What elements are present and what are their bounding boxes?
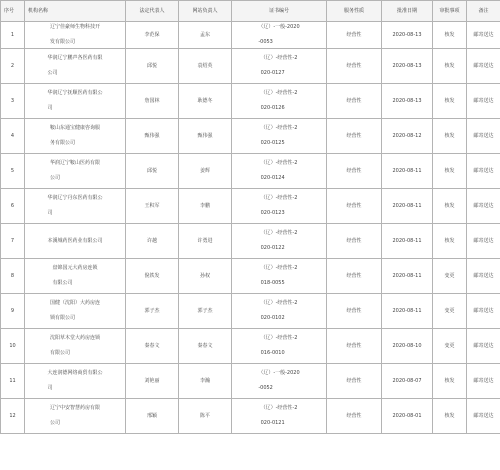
org-name-cell-line: 华润辽宁抚顺医药有限公 <box>47 90 103 96</box>
org-name-cell <box>25 329 126 364</box>
approval-date-cell: 2020-08-13 <box>382 84 433 119</box>
approval-item-cell: 核发 <box>433 119 467 154</box>
remark-cell: 邮寄送达 <box>467 49 500 84</box>
site-manager-cell: 姜辉 <box>179 154 232 189</box>
table-row <box>1 49 500 84</box>
site-manager-cell: 李瀚 <box>179 364 232 399</box>
cert-no-cell-line: 020-0127 <box>260 70 285 76</box>
org-name-cell-line: 大连润德网络商贸有限公 <box>47 370 103 376</box>
org-name-cell-lines <box>50 334 100 358</box>
cert-no-cell <box>232 154 327 189</box>
cert-no-cell-line: （辽）-经营性-2 <box>260 160 298 166</box>
approval-date-cell: 2020-08-01 <box>382 399 433 434</box>
remark-cell: 邮寄送达 <box>467 259 500 294</box>
header-service-nature: 服务性质 <box>327 1 382 22</box>
legal-rep-cell: 邱悦 <box>126 49 179 84</box>
site-manager-cell: 袁绍英 <box>179 49 232 84</box>
cert-no-cell-line: （辽）-经营性-2 <box>260 230 298 236</box>
service-nature-cell: 经营性 <box>327 364 382 399</box>
approval-date-cell: 2020-08-07 <box>382 364 433 399</box>
site-manager-cell: 孟东 <box>179 22 232 49</box>
site-manager-cell: 郭子杰 <box>179 294 232 329</box>
cert-no-cell-line: 020-0102 <box>260 315 285 321</box>
site-manager-cell: 孙权 <box>179 259 232 294</box>
org-name-cell <box>25 22 126 49</box>
cert-no-cell-line: 020-0126 <box>260 105 285 111</box>
approval-date-cell: 2020-08-11 <box>382 259 433 294</box>
org-name-cell-lines <box>50 159 100 183</box>
cert-no-cell <box>232 294 327 329</box>
table-row <box>1 189 500 224</box>
cert-no-cell-lines <box>261 194 298 218</box>
index-cell: 7 <box>1 224 25 259</box>
approval-item-cell: 核发 <box>433 84 467 119</box>
cert-no-cell <box>232 399 327 434</box>
org-name-cell-lines <box>50 404 100 428</box>
service-nature-cell: 经营性 <box>327 294 382 329</box>
cert-no-cell <box>232 364 327 399</box>
org-name-cell-line: 华润辽宁丹东医药有限公 <box>47 195 103 201</box>
org-name-cell-line: 辽宁中安智慧药房有限 <box>49 405 100 411</box>
header-legal-rep: 法定代表人 <box>126 1 179 22</box>
header-site-manager: 网站负责人 <box>179 1 232 22</box>
org-name-cell-line: 发有限公司 <box>49 39 75 45</box>
legal-rep-cell: 倪铁发 <box>126 259 179 294</box>
approval-item-cell: 变更 <box>433 259 467 294</box>
remark-cell: 邮寄送达 <box>467 22 500 49</box>
approval-date-cell: 2020-08-11 <box>382 294 433 329</box>
cert-no-cell-line: 020-0123 <box>260 210 285 216</box>
remark-cell: 邮寄送达 <box>467 84 500 119</box>
table-row <box>1 84 500 119</box>
cert-no-cell-line: -0052 <box>258 385 273 391</box>
org-name-cell <box>25 364 126 399</box>
service-nature-cell: 经营性 <box>327 224 382 259</box>
cert-no-cell-line: （辽）-一般-2020 <box>258 370 300 376</box>
site-manager-cell: 陈平 <box>179 399 232 434</box>
org-name-cell-line: 有限公司 <box>52 280 73 286</box>
cert-no-cell-lines <box>258 23 299 47</box>
cert-no-cell-line: （辽）-经营性-2 <box>260 125 298 131</box>
remark-cell: 邮寄送达 <box>467 189 500 224</box>
service-nature-cell: 经营性 <box>327 154 382 189</box>
service-nature-cell: 经营性 <box>327 259 382 294</box>
org-name-cell-lines <box>47 237 102 246</box>
table-row <box>1 22 500 49</box>
org-name-cell-lines <box>47 54 102 78</box>
table-row <box>1 329 500 364</box>
org-name-cell <box>25 119 126 154</box>
legal-rep-cell: 邢颖 <box>126 399 179 434</box>
site-manager-cell: 许勇进 <box>179 224 232 259</box>
remark-cell: 邮寄送达 <box>467 399 500 434</box>
approval-item-cell: 核发 <box>433 22 467 49</box>
service-nature-cell: 经营性 <box>327 189 382 224</box>
table-row <box>1 154 500 189</box>
org-name-cell <box>25 189 126 224</box>
service-nature-cell: 经营性 <box>327 329 382 364</box>
cert-no-cell-line: 020-0121 <box>260 420 285 426</box>
table-row <box>1 119 500 154</box>
header-index: 序号 <box>1 1 25 22</box>
site-manager-cell: 秦春文 <box>179 329 232 364</box>
cert-no-cell-line: （辽）-经营性-2 <box>260 265 298 271</box>
service-nature-cell: 经营性 <box>327 49 382 84</box>
org-name-cell-line: 华润辽宁鹏声各医药有限 <box>47 55 103 61</box>
cert-no-cell <box>232 329 327 364</box>
legal-rep-cell: 詹国林 <box>126 84 179 119</box>
cert-no-cell-line: （辽）-经营性-2 <box>260 335 298 341</box>
org-name-cell <box>25 259 126 294</box>
org-name-cell-line: 司 <box>47 385 53 391</box>
approval-item-cell: 核发 <box>433 49 467 84</box>
org-name-cell <box>25 154 126 189</box>
org-name-cell-line: 华润辽宁鞍山医药有限 <box>49 160 100 166</box>
header-approval-item: 审批事项 <box>433 1 467 22</box>
cert-no-cell-line: 020-0122 <box>260 245 285 251</box>
org-name-cell-line: 本溪城药医药业有限公司 <box>47 237 103 244</box>
org-name-cell-line: 司 <box>47 210 53 216</box>
index-cell: 9 <box>1 294 25 329</box>
org-name-cell <box>25 49 126 84</box>
remark-cell: 邮寄送达 <box>467 154 500 189</box>
org-name-cell-line: 公司 <box>49 420 60 426</box>
org-name-cell-line: 有限公司 <box>49 350 70 356</box>
site-manager-cell: 李鹏 <box>179 189 232 224</box>
index-cell: 3 <box>1 84 25 119</box>
index-cell: 1 <box>1 22 25 49</box>
cert-no-cell <box>232 189 327 224</box>
service-nature-cell: 经营性 <box>327 119 382 154</box>
org-name-cell <box>25 294 126 329</box>
service-nature-cell: 经营性 <box>327 399 382 434</box>
cert-no-cell-line: 016-0010 <box>260 350 285 356</box>
approval-item-cell: 核发 <box>433 154 467 189</box>
header-remark: 备注 <box>467 1 500 22</box>
cert-no-cell <box>232 22 327 49</box>
index-cell: 6 <box>1 189 25 224</box>
approval-item-cell: 核发 <box>433 399 467 434</box>
cert-no-cell <box>232 84 327 119</box>
cert-no-cell <box>232 259 327 294</box>
approval-item-cell: 核发 <box>433 224 467 259</box>
cert-no-cell-line: （辽）-经营性-2 <box>260 90 298 96</box>
legal-rep-cell: 许越 <box>126 224 179 259</box>
org-name-cell-lines <box>50 124 100 148</box>
table-row <box>1 259 500 294</box>
cert-no-cell-line: （辽）-经营性-2 <box>260 300 298 306</box>
cert-no-cell-lines <box>258 369 299 393</box>
approval-date-cell: 2020-08-12 <box>382 119 433 154</box>
cert-no-cell-line: （辽）-一般-2020 <box>258 24 300 30</box>
remark-cell: 邮寄送达 <box>467 294 500 329</box>
approval-item-cell: 变更 <box>433 294 467 329</box>
org-name-cell-line: 务有限公司 <box>49 140 75 146</box>
cert-no-cell-lines <box>261 124 298 148</box>
header-approval-date: 批准日期 <box>382 1 433 22</box>
legal-rep-cell: 甄伟强 <box>126 119 179 154</box>
cert-no-cell-lines <box>261 89 298 113</box>
legal-rep-cell: 郭子杰 <box>126 294 179 329</box>
header-row <box>1 1 500 22</box>
org-name-cell-line: 盘锦国元大药房连锁 <box>52 265 98 271</box>
table-row <box>1 224 500 259</box>
org-name-cell-lines <box>47 369 102 393</box>
approval-date-cell: 2020-08-11 <box>382 189 433 224</box>
index-cell: 11 <box>1 364 25 399</box>
approval-date-cell: 2020-08-11 <box>382 224 433 259</box>
cert-no-cell-line: -0053 <box>258 39 273 45</box>
index-cell: 5 <box>1 154 25 189</box>
org-name-cell-line: 辽宁佳豪师生物科技开 <box>49 24 100 30</box>
approval-item-cell: 变更 <box>433 329 467 364</box>
legal-rep-cell: 李范保 <box>126 22 179 49</box>
cert-no-cell <box>232 49 327 84</box>
table-row <box>1 399 500 434</box>
site-manager-cell: 耿德冬 <box>179 84 232 119</box>
remark-cell: 邮寄送达 <box>467 329 500 364</box>
cert-no-cell-line: 020-0125 <box>260 140 285 146</box>
cert-no-cell-lines <box>261 264 298 288</box>
approval-item-cell: 核发 <box>433 189 467 224</box>
cert-no-cell-lines <box>261 159 298 183</box>
org-name-cell-line: 公司 <box>47 70 58 76</box>
index-cell: 12 <box>1 399 25 434</box>
index-cell: 10 <box>1 329 25 364</box>
legal-rep-cell: 秦春文 <box>126 329 179 364</box>
org-name-cell-line: 公司 <box>49 175 60 181</box>
legal-rep-cell: 刘艳丽 <box>126 364 179 399</box>
table-row <box>1 364 500 399</box>
cert-no-cell-line: （辽）-经营性-2 <box>260 195 298 201</box>
service-nature-cell: 经营性 <box>327 84 382 119</box>
approval-date-cell: 2020-08-11 <box>382 154 433 189</box>
cert-no-cell-lines <box>261 334 298 358</box>
cert-no-cell-lines <box>261 229 298 253</box>
approval-date-cell: 2020-08-13 <box>382 22 433 49</box>
org-name-cell <box>25 84 126 119</box>
remark-cell: 邮寄送达 <box>467 364 500 399</box>
index-cell: 4 <box>1 119 25 154</box>
header-org-name: 机构名称 <box>25 1 126 22</box>
cert-no-cell-lines <box>261 404 298 428</box>
cert-no-cell-line: 018-0055 <box>260 280 285 286</box>
approval-date-cell: 2020-08-13 <box>382 49 433 84</box>
org-name-cell-line: 国健（沈阳）大药房连 <box>49 300 100 306</box>
org-name-cell <box>25 224 126 259</box>
index-cell: 2 <box>1 49 25 84</box>
cert-no-cell-lines <box>261 299 298 323</box>
org-name-cell-lines <box>47 89 102 113</box>
remark-cell: 邮寄送达 <box>467 224 500 259</box>
org-name-cell-line: 鞍山东通宝健康咨询服 <box>49 125 100 131</box>
legal-rep-cell: 王积军 <box>126 189 179 224</box>
org-name-cell <box>25 399 126 434</box>
org-name-cell-line: 沈阳草木堂大药房连锁 <box>49 335 100 341</box>
legal-rep-cell: 邱悦 <box>126 154 179 189</box>
header-cert-no: 证书编号 <box>232 1 327 22</box>
cert-no-cell <box>232 119 327 154</box>
cert-no-cell-lines <box>261 54 298 78</box>
approval-item-cell: 核发 <box>433 364 467 399</box>
table-row <box>1 294 500 329</box>
site-manager-cell: 甄伟强 <box>179 119 232 154</box>
org-name-cell-lines <box>50 23 100 47</box>
index-cell: 8 <box>1 259 25 294</box>
approval-date-cell: 2020-08-10 <box>382 329 433 364</box>
org-name-cell-lines <box>47 194 102 218</box>
table-body <box>1 22 500 434</box>
cert-no-cell-line: （辽）-经营性-2 <box>260 55 298 61</box>
service-nature-cell: 经营性 <box>327 22 382 49</box>
cert-no-cell-line: 020-0124 <box>260 175 285 181</box>
org-name-cell-line: 锁有限公司 <box>49 315 75 321</box>
cert-no-cell-line: （辽）-经营性-2 <box>260 405 298 411</box>
org-name-cell-lines <box>50 299 100 323</box>
cert-no-cell <box>232 224 327 259</box>
org-name-cell-lines <box>52 264 97 288</box>
remark-cell: 邮寄送达 <box>467 119 500 154</box>
org-name-cell-line: 司 <box>47 105 53 111</box>
